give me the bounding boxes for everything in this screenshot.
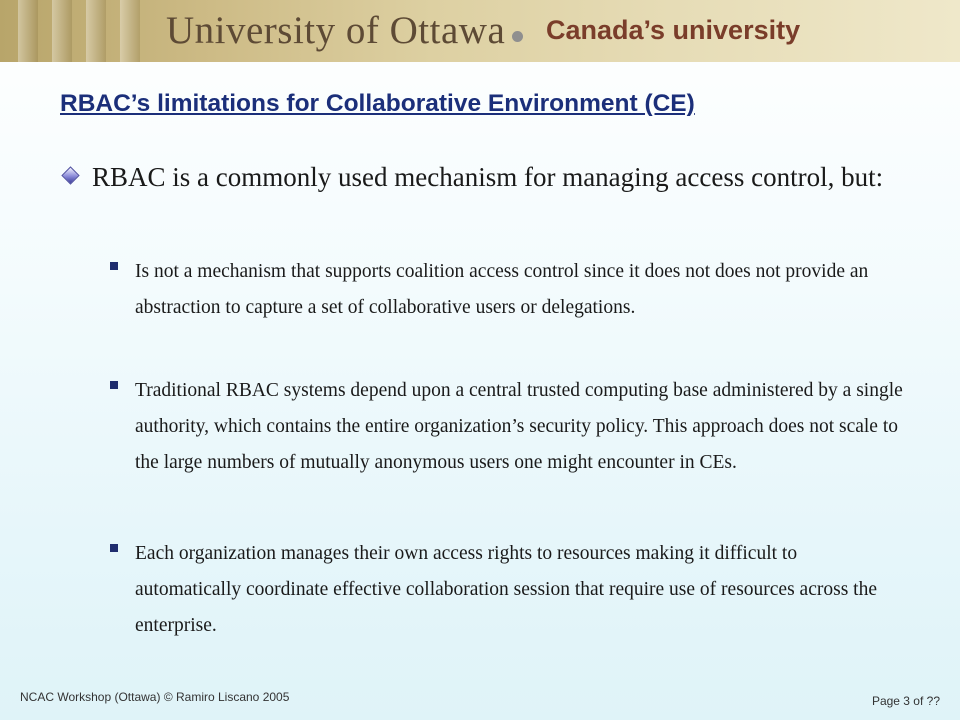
diamond-bullet-icon bbox=[61, 166, 79, 184]
pillar-decoration bbox=[86, 0, 106, 62]
sub-bullet-text: Is not a mechanism that supports coalition access control since it does not does not provide an abstraction to capture a set of collaborative users or delegations. bbox=[135, 261, 869, 318]
sub-bullet-text: Traditional RBAC systems depend upon a central trusted computing base administered by a single authority, which contains the entire organization’s security policy. This approach does not scale to the large numbers of mutually anonymous users one might encounter in CEs. bbox=[135, 380, 903, 473]
slide-title: RBAC’s limitations for Collaborative Environment (CE) bbox=[60, 90, 695, 117]
university-banner bbox=[0, 0, 960, 62]
square-bullet-icon bbox=[110, 544, 118, 552]
square-bullet-icon bbox=[110, 381, 118, 389]
university-tagline: Canada’s university bbox=[546, 15, 801, 45]
pillar-decoration bbox=[52, 0, 72, 62]
square-bullet-icon bbox=[110, 262, 118, 270]
footer-credit: NCAC Workshop (Ottawa) © Ramiro Liscano 2005 bbox=[20, 690, 290, 704]
separator-dot-icon bbox=[512, 31, 523, 42]
sub-bullet-text: Each organization manages their own access rights to resources making it difficult to automatically coordinate effective collaboration session that require use of resources across the enterprise. bbox=[135, 543, 877, 636]
university-name: University of Ottawa bbox=[166, 9, 506, 52]
main-bullet-text: RBAC is a commonly used mechanism for managing access control, but: bbox=[92, 162, 884, 192]
pillar-decoration bbox=[18, 0, 38, 62]
pillar-decoration bbox=[120, 0, 140, 62]
page-number: Page 3 of ?? bbox=[871, 694, 940, 708]
